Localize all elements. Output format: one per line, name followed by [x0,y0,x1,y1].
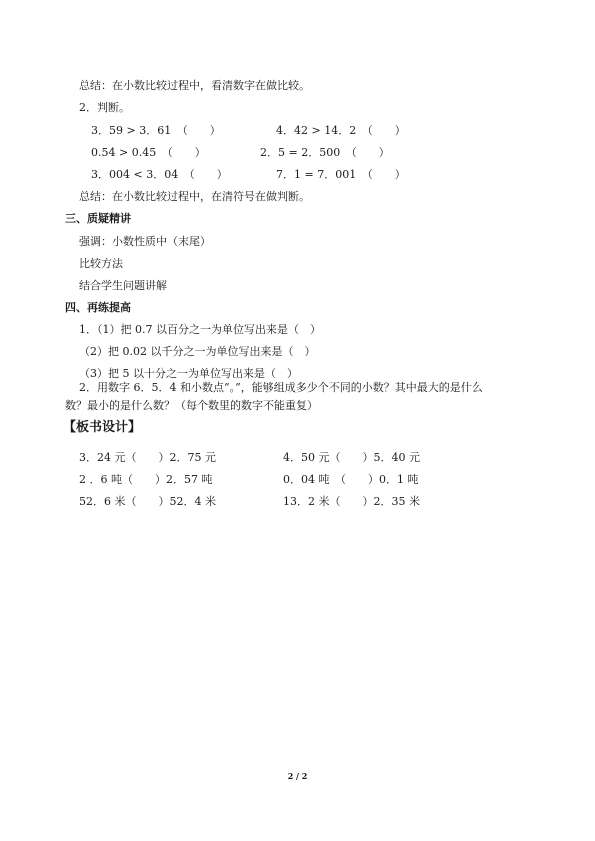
judge-item: 3．004 < 3．04 （ ） [91,168,228,181]
section-4-heading: 四、再练提高 [65,301,131,314]
summary-2: 总结：在小数比较过程中，在清符号在做判断。 [79,190,310,203]
page-number: 2 / 2 [287,771,308,781]
judge-item: 2．5 = 2．500 （ ） [260,146,390,159]
section-4-line: 2．用数字 6．5．4 和小数点“。”，能够组成多少个不同的小数？其中最大的是什么 [79,381,483,394]
board-item: 13．2 米（ ）2．35 米 [283,495,420,508]
section-3-line: 强调：小数性质中（末尾） [79,235,211,248]
board-item: 4．50 元（ ）5．40 元 [283,451,420,464]
board-item: 2 ．6 吨（ ）2．57 吨 [79,473,213,486]
judge-title: 2．判断。 [79,101,130,114]
section-4-line: （3）把 5 以十分之一为单位写出来是（ ） [79,367,298,380]
judge-item: 0.54 > 0.45 （ ） [91,146,206,159]
summary-1: 总结：在小数比较过程中，看清数字在做比较。 [79,79,310,92]
section-4-line: （2）把 0.02 以千分之一为单位写出来是（ ） [79,345,316,358]
section-3-line: 比较方法 [79,257,123,270]
section-4-line: 数？最小的是什么数？（每个数里的数字不能重复） [65,399,318,412]
judge-item: 7．1 = 7．001 （ ） [276,168,406,181]
judge-item: 4．42 > 14．2 （ ） [276,124,406,137]
judge-item: 3．59 > 3．61 （ ） [91,124,221,137]
section-4-line: 1．（1）把 0.7 以百分之一为单位写出来是（ ） [79,323,321,336]
section-3-line: 结合学生问题讲解 [79,279,167,292]
board-item: 52．6 米（ ）52．4 米 [79,495,216,508]
section-3-heading: 三、质疑精讲 [65,212,131,225]
board-item: 0．04 吨 （ ）0．1 吨 [283,473,419,486]
board-item: 3．24 元（ ）2．75 元 [79,451,216,464]
board-design-title: 【板书设计】 [63,420,142,435]
